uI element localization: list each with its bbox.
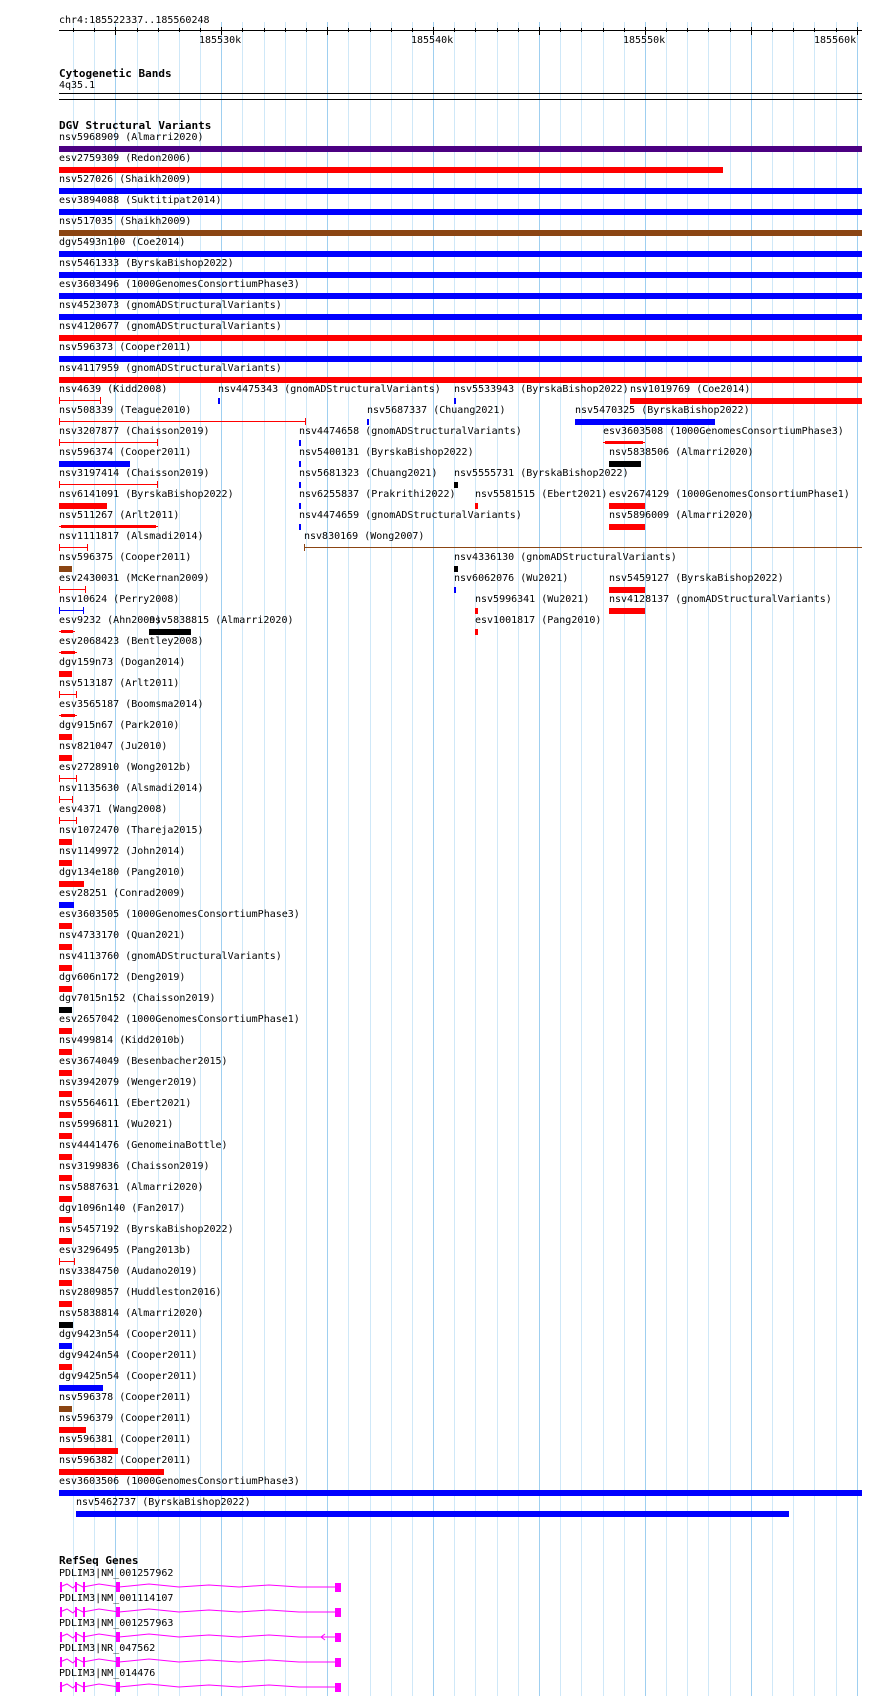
gene-exon <box>75 1632 77 1642</box>
variant-line-end <box>76 775 77 782</box>
variant-bar[interactable] <box>61 651 75 654</box>
variant-line-end <box>85 586 86 593</box>
variant-bar[interactable] <box>59 1490 862 1496</box>
gene-label[interactable]: PDLIM3|NM_001114107 <box>59 1593 174 1604</box>
variant-bar[interactable] <box>59 230 862 236</box>
variant-label[interactable]: nsv596375 (Cooper2011) <box>59 552 192 563</box>
variant-bar[interactable] <box>59 1091 72 1097</box>
variant-bar[interactable] <box>59 1343 72 1349</box>
ruler-tick <box>603 28 604 32</box>
variant-bar[interactable] <box>59 986 72 992</box>
variant-label[interactable]: esv2728910 (Wong2012b) <box>59 762 192 773</box>
gene-exon <box>60 1657 62 1667</box>
gene-exon <box>116 1632 120 1642</box>
variant-label[interactable]: esv3603508 (1000GenomesConsortiumPhase3) <box>603 426 844 437</box>
variant-label[interactable]: nsv4441476 (GenomeinaBottle) <box>59 1140 228 1151</box>
gene-exon <box>335 1683 341 1692</box>
variant-label[interactable]: esv2759309 (Redon2006) <box>59 153 192 164</box>
variant-bar[interactable] <box>59 1427 86 1433</box>
variant-label[interactable]: nsv5555731 (ByrskaBishop2022) <box>454 468 629 479</box>
variant-label[interactable]: nsv5996811 (Wu2021) <box>59 1119 174 1130</box>
variant-label[interactable]: nsv1072470 (Thareja2015) <box>59 825 204 836</box>
variant-label[interactable]: nsv5996341 (Wu2021) <box>475 594 590 605</box>
variant-bar[interactable] <box>59 1175 72 1181</box>
gene-exon <box>83 1582 85 1592</box>
variant-label[interactable]: esv3674049 (Besenbacher2015) <box>59 1056 228 1067</box>
variant-line-end <box>59 817 60 824</box>
variant-bar[interactable] <box>475 629 478 635</box>
variant-line[interactable] <box>304 547 862 548</box>
cytoband-label: 4q35.1 <box>59 80 96 91</box>
ruler-tick-label: 185560k <box>814 35 857 46</box>
variant-label[interactable]: nsv5887631 (Almarri2020) <box>59 1182 204 1193</box>
variant-bar[interactable] <box>59 503 107 509</box>
region-label: chr4:185522337..185560248 <box>59 15 210 26</box>
variant-bar[interactable] <box>59 314 862 320</box>
cytoband-line <box>59 99 862 100</box>
variant-line-end <box>87 544 88 551</box>
variant-label[interactable]: nsv517035 (Shaikh2009) <box>59 216 192 227</box>
variant-bar[interactable] <box>59 272 862 278</box>
variant-label[interactable]: nsv4475343 (gnomADStructuralVariants) <box>218 384 441 395</box>
variant-label[interactable]: nsv511267 (Arlt2011) <box>59 510 180 521</box>
variant-line-end <box>83 607 84 614</box>
variant-label[interactable]: nsv5838814 (Almarri2020) <box>59 1308 204 1319</box>
variant-label[interactable]: dgv1096n140 (Fan2017) <box>59 1203 186 1214</box>
variant-label[interactable]: nsv4336130 (gnomADStructuralVariants) <box>454 552 677 563</box>
variant-line-end <box>59 439 60 446</box>
gene-model[interactable] <box>59 1630 341 1644</box>
ruler-tick <box>518 28 519 32</box>
variant-label[interactable]: nsv3207877 (Chaisson2019) <box>59 426 210 437</box>
variant-bar[interactable] <box>454 566 458 572</box>
variant-label[interactable]: nsv4120677 (gnomADStructuralVariants) <box>59 321 282 332</box>
ruler-tick-label: 185530k <box>199 35 242 46</box>
variant-bar[interactable] <box>59 1028 72 1034</box>
variant-label[interactable]: nsv3384750 (Audano2019) <box>59 1266 198 1277</box>
ruler-tick <box>137 28 138 32</box>
variant-label[interactable]: nsv508339 (Teague2010) <box>59 405 192 416</box>
ruler-tick <box>645 27 646 35</box>
gene-label[interactable]: PDLIM3|NM_014476 <box>59 1668 156 1679</box>
variant-label[interactable]: esv3603496 (1000GenomesConsortiumPhase3) <box>59 279 300 290</box>
ruler-tick <box>412 28 413 32</box>
variant-label[interactable]: nsv5896009 (Almarri2020) <box>609 510 754 521</box>
ruler-tick <box>475 28 476 32</box>
ruler-tick <box>836 28 837 32</box>
variant-label[interactable]: nsv4639 (Kidd2008) <box>59 384 168 395</box>
variant-bar[interactable] <box>59 1154 72 1160</box>
variant-label[interactable]: nsv596381 (Cooper2011) <box>59 1434 192 1445</box>
variant-line-end <box>59 397 60 404</box>
variant-line[interactable] <box>59 778 77 779</box>
variant-label[interactable]: esv28251 (Conrad2009) <box>59 888 186 899</box>
variant-bar[interactable] <box>299 461 301 467</box>
variant-label[interactable]: nsv5581515 (Ebert2021) <box>475 489 608 500</box>
gene-exon <box>75 1607 77 1617</box>
gene-exon <box>335 1608 341 1617</box>
variant-line[interactable] <box>59 484 158 485</box>
ruler-tick <box>751 27 752 35</box>
variant-label[interactable]: nsv513187 (Arlt2011) <box>59 678 180 689</box>
variant-bar[interactable] <box>299 482 301 488</box>
variant-bar[interactable] <box>59 293 862 299</box>
gene-exon <box>335 1658 341 1667</box>
variant-label[interactable]: nsv3197414 (Chaisson2019) <box>59 468 210 479</box>
variant-bar[interactable] <box>299 440 301 446</box>
variant-bar[interactable] <box>475 503 478 509</box>
variant-bar[interactable] <box>59 1406 72 1412</box>
variant-bar[interactable] <box>299 503 301 509</box>
gene-exon <box>75 1582 77 1592</box>
variant-line-end <box>157 439 158 446</box>
ruler-tick <box>857 27 858 35</box>
variant-label[interactable]: nsv5687337 (Chuang2021) <box>367 405 506 416</box>
gene-model[interactable] <box>59 1605 341 1619</box>
variant-bar[interactable] <box>59 1448 118 1454</box>
variant-label[interactable]: nsv5564611 (Ebert2021) <box>59 1098 192 1109</box>
gene-exon <box>83 1657 85 1667</box>
variant-label[interactable]: dgv9425n54 (Cooper2011) <box>59 1371 198 1382</box>
variant-label[interactable]: dgv134e180 (Pang2010) <box>59 867 186 878</box>
ruler-tick <box>772 28 773 32</box>
variant-line-end <box>59 691 60 698</box>
ruler-tick <box>391 28 392 32</box>
variant-bar[interactable] <box>59 944 72 950</box>
variant-bar[interactable] <box>59 1112 72 1118</box>
ruler-tick <box>497 28 498 32</box>
variant-bar[interactable] <box>61 714 75 717</box>
variant-label[interactable]: nsv10624 (Perry2008) <box>59 594 180 605</box>
variant-label[interactable]: esv1001817 (Pang2010) <box>475 615 602 626</box>
variant-bar[interactable] <box>61 525 156 528</box>
variant-label[interactable]: nsv5462737 (ByrskaBishop2022) <box>76 1497 251 1508</box>
ruler-tick <box>115 27 116 35</box>
ruler-tick <box>94 28 95 32</box>
gene-exon <box>75 1682 77 1692</box>
ruler-tick <box>793 28 794 32</box>
variant-bar[interactable] <box>59 965 72 971</box>
refseq-track-title: RefSeq Genes <box>59 1554 139 1567</box>
variant-label[interactable]: nsv5968909 (Almarri2020) <box>59 132 204 143</box>
variant-line-end <box>100 397 101 404</box>
ruler-tick <box>370 28 371 32</box>
variant-label[interactable]: nsv1135630 (Alsmadi2014) <box>59 783 204 794</box>
variant-label[interactable]: esv3565187 (Boomsma2014) <box>59 699 204 710</box>
variant-label[interactable]: nsv596374 (Cooper2011) <box>59 447 192 458</box>
variant-label[interactable]: esv2068423 (Bentley2008) <box>59 636 204 647</box>
variant-line[interactable] <box>59 610 84 611</box>
variant-label[interactable]: nsv4523073 (gnomADStructuralVariants) <box>59 300 282 311</box>
gene-exon <box>116 1657 120 1667</box>
variant-bar[interactable] <box>59 167 723 173</box>
ruler-tick <box>306 28 307 32</box>
variant-label[interactable]: nsv4733170 (Quan2021) <box>59 930 186 941</box>
ruler-tick <box>454 28 455 32</box>
variant-bar[interactable] <box>59 1280 72 1286</box>
variant-bar[interactable] <box>59 1385 103 1391</box>
variant-bar[interactable] <box>59 1322 73 1328</box>
variant-bar[interactable] <box>59 755 72 761</box>
variant-line[interactable] <box>59 799 73 800</box>
variant-line-end <box>59 607 60 614</box>
variant-bar[interactable] <box>59 902 74 908</box>
variant-label[interactable]: nsv4474659 (gnomADStructuralVariants) <box>299 510 522 521</box>
variant-bar[interactable] <box>367 419 369 425</box>
ruler-tick <box>666 28 667 32</box>
variant-line[interactable] <box>59 547 88 548</box>
variant-line-end <box>59 796 60 803</box>
variant-line-end <box>76 817 77 824</box>
variant-label[interactable]: nsv596382 (Cooper2011) <box>59 1455 192 1466</box>
gene-exon <box>335 1633 341 1642</box>
gene-label[interactable]: PDLIM3|NM_001257963 <box>59 1618 174 1629</box>
variant-line-end <box>59 418 60 425</box>
variant-line-end <box>305 418 306 425</box>
variant-bar[interactable] <box>59 923 72 929</box>
ruler-tick <box>433 27 434 35</box>
variant-bar[interactable] <box>59 1217 72 1223</box>
variant-line-end <box>59 481 60 488</box>
variant-label[interactable]: nsv5459127 (ByrskaBishop2022) <box>609 573 784 584</box>
variant-label[interactable]: esv3603506 (1000GenomesConsortiumPhase3) <box>59 1476 300 1487</box>
variant-bar[interactable] <box>59 1049 72 1055</box>
variant-bar[interactable] <box>59 1196 72 1202</box>
ruler-tick-label: 185540k <box>411 35 454 46</box>
variant-bar[interactable] <box>59 335 862 341</box>
ruler-tick <box>221 27 222 35</box>
variant-line-end <box>72 796 73 803</box>
variant-label[interactable]: nsv5400131 (ByrskaBishop2022) <box>299 447 474 458</box>
ruler-tick-label: 185550k <box>623 35 666 46</box>
variant-label[interactable]: dgv9424n54 (Cooper2011) <box>59 1350 198 1361</box>
gene-label[interactable]: PDLIM3|NR_047562 <box>59 1643 156 1654</box>
gene-label[interactable]: PDLIM3|NM_001257962 <box>59 1568 174 1579</box>
ruler-tick <box>539 27 540 35</box>
variant-line-end <box>59 775 60 782</box>
variant-bar[interactable] <box>609 587 645 593</box>
gene-exon <box>60 1607 62 1617</box>
variant-bar[interactable] <box>59 209 862 215</box>
variant-bar[interactable] <box>454 398 456 404</box>
variant-label[interactable]: nsv1149972 (John2014) <box>59 846 186 857</box>
variant-bar[interactable] <box>59 860 72 866</box>
variant-label[interactable]: nsv6141091 (ByrskaBishop2022) <box>59 489 234 500</box>
variant-label[interactable]: nsv5470325 (ByrskaBishop2022) <box>575 405 750 416</box>
variant-label[interactable]: nsv5461333 (ByrskaBishop2022) <box>59 258 234 269</box>
gene-exon <box>60 1632 62 1642</box>
variant-line-end <box>76 691 77 698</box>
variant-bar[interactable] <box>59 251 862 257</box>
ruler-tick <box>730 28 731 32</box>
ruler-tick <box>708 28 709 32</box>
gene-exon <box>83 1682 85 1692</box>
variant-label[interactable]: nsv596378 (Cooper2011) <box>59 1392 192 1403</box>
variant-bar[interactable] <box>605 441 643 444</box>
variant-bar[interactable] <box>299 524 301 530</box>
variant-label[interactable]: nsv5838506 (Almarri2020) <box>609 447 754 458</box>
variant-label[interactable]: nsv4113760 (gnomADStructuralVariants) <box>59 951 282 962</box>
variant-label[interactable]: nsv596373 (Cooper2011) <box>59 342 192 353</box>
variant-label[interactable]: dgv915n67 (Park2010) <box>59 720 180 731</box>
gene-model[interactable] <box>59 1580 341 1594</box>
variant-bar[interactable] <box>59 1238 72 1244</box>
variant-label[interactable]: nsv5681323 (Chuang2021) <box>299 468 438 479</box>
variant-label[interactable]: nsv4117959 (gnomADStructuralVariants) <box>59 363 282 374</box>
variant-label[interactable]: dgv9423n54 (Cooper2011) <box>59 1329 198 1340</box>
ruler-tick <box>264 28 265 32</box>
variant-bar[interactable] <box>59 1364 72 1370</box>
variant-line-end <box>59 1258 60 1265</box>
ruler-tick <box>687 28 688 32</box>
variant-label[interactable]: nsv1111817 (Alsmadi2014) <box>59 531 204 542</box>
variant-label[interactable]: nsv830169 (Wong2007) <box>304 531 425 542</box>
variant-label[interactable]: nsv4128137 (gnomADStructuralVariants) <box>609 594 832 605</box>
variant-label[interactable]: nsv6062076 (Wu2021) <box>454 573 569 584</box>
variant-bar[interactable] <box>609 608 645 614</box>
variant-bar[interactable] <box>59 1133 72 1139</box>
variant-bar[interactable] <box>630 398 862 404</box>
variant-label[interactable]: esv3296495 (Pang2013b) <box>59 1245 192 1256</box>
variant-bar[interactable] <box>59 377 862 383</box>
gene-exon <box>116 1582 120 1592</box>
variant-bar[interactable] <box>59 356 862 362</box>
ruler-tick <box>200 28 201 32</box>
variant-bar[interactable] <box>59 461 130 467</box>
variant-line[interactable] <box>59 442 158 443</box>
variant-line-end <box>157 481 158 488</box>
ruler-tick <box>624 28 625 32</box>
variant-label[interactable]: nsv5457192 (ByrskaBishop2022) <box>59 1224 234 1235</box>
variant-label[interactable]: nsv5838815 (Almarri2020) <box>149 615 294 626</box>
variant-label[interactable]: esv9232 (Ahn2009) <box>59 615 162 626</box>
variant-label[interactable]: nsv821047 (Ju2010) <box>59 741 168 752</box>
variant-label[interactable]: nsv4474658 (gnomADStructuralVariants) <box>299 426 522 437</box>
variant-line-end <box>304 544 305 551</box>
gene-exon <box>83 1632 85 1642</box>
variant-bar[interactable] <box>149 629 191 635</box>
gene-model[interactable] <box>59 1655 341 1669</box>
ruler-tick <box>581 28 582 32</box>
variant-line-end <box>59 544 60 551</box>
variant-bar[interactable] <box>59 1007 72 1013</box>
variant-bar[interactable] <box>59 671 72 677</box>
ruler-tick <box>327 27 328 35</box>
ruler-tick <box>242 28 243 32</box>
cytoband-track-title: Cytogenetic Bands <box>59 67 172 80</box>
variant-label[interactable]: nsv3942079 (Wenger2019) <box>59 1077 198 1088</box>
variant-line-end <box>74 1258 75 1265</box>
variant-bar[interactable] <box>61 630 73 633</box>
variant-label[interactable]: dgv159n73 (Dogan2014) <box>59 657 186 668</box>
variant-bar[interactable] <box>609 524 645 530</box>
variant-label[interactable]: esv4371 (Wang2008) <box>59 804 168 815</box>
variant-bar[interactable] <box>218 398 220 404</box>
variant-label[interactable]: esv2657042 (1000GenomesConsortiumPhase1) <box>59 1014 300 1025</box>
variant-label[interactable]: dgv606n172 (Deng2019) <box>59 972 186 983</box>
cytoband-line <box>59 93 862 94</box>
ruler-tick <box>560 28 561 32</box>
variant-bar[interactable] <box>76 1511 789 1517</box>
ruler-tick <box>73 28 74 32</box>
variant-label[interactable]: esv3603505 (1000GenomesConsortiumPhase3) <box>59 909 300 920</box>
variant-bar[interactable] <box>609 503 645 509</box>
variant-bar[interactable] <box>59 881 84 887</box>
dgv-track-title: DGV Structural Variants <box>59 119 212 132</box>
gene-exon <box>83 1607 85 1617</box>
variant-line[interactable] <box>59 694 77 695</box>
variant-bar[interactable] <box>59 734 72 740</box>
variant-bar[interactable] <box>59 1070 72 1076</box>
variant-bar[interactable] <box>454 482 458 488</box>
variant-line[interactable] <box>59 1261 75 1262</box>
variant-bar[interactable] <box>475 608 478 614</box>
variant-line[interactable] <box>59 421 306 422</box>
ruler-tick <box>348 28 349 32</box>
gene-exon <box>60 1682 62 1692</box>
variant-bar[interactable] <box>59 146 862 152</box>
variant-label[interactable]: nsv3199836 (Chaisson2019) <box>59 1161 210 1172</box>
variant-bar[interactable] <box>59 566 72 572</box>
variant-label[interactable]: esv3894088 (Suktitipat2014) <box>59 195 222 206</box>
gene-model[interactable] <box>59 1680 341 1694</box>
gene-exon <box>60 1582 62 1592</box>
ruler-tick <box>814 28 815 32</box>
variant-label[interactable]: nsv6255837 (Prakrithi2022) <box>299 489 456 500</box>
gene-exon <box>75 1657 77 1667</box>
variant-label[interactable]: dgv5493n100 (Coe2014) <box>59 237 186 248</box>
variant-bar[interactable] <box>59 1301 72 1307</box>
variant-bar[interactable] <box>609 461 641 467</box>
variant-bar[interactable] <box>59 1469 164 1475</box>
variant-bar[interactable] <box>575 419 715 425</box>
variant-label[interactable]: nsv1019769 (Coe2014) <box>630 384 751 395</box>
ruler-tick <box>158 28 159 32</box>
variant-label[interactable]: dgv7015n152 (Chaisson2019) <box>59 993 216 1004</box>
variant-line[interactable] <box>59 820 77 821</box>
gene-exon <box>116 1607 120 1617</box>
variant-label[interactable]: nsv2809857 (Huddleston2016) <box>59 1287 222 1298</box>
variant-label[interactable]: esv2674129 (1000GenomesConsortiumPhase1) <box>609 489 850 500</box>
variant-bar[interactable] <box>59 839 72 845</box>
ruler-tick <box>285 28 286 32</box>
variant-bar[interactable] <box>454 587 456 593</box>
ruler-tick <box>179 28 180 32</box>
variant-line[interactable] <box>59 589 86 590</box>
variant-label[interactable]: esv2430031 (McKernan2009) <box>59 573 210 584</box>
variant-label[interactable]: nsv527026 (Shaikh2009) <box>59 174 192 185</box>
gene-exon <box>335 1583 341 1592</box>
variant-label[interactable]: nsv499814 (Kidd2010b) <box>59 1035 186 1046</box>
variant-label[interactable]: nsv5533943 (ByrskaBishop2022) <box>454 384 629 395</box>
variant-line[interactable] <box>59 400 101 401</box>
variant-label[interactable]: nsv596379 (Cooper2011) <box>59 1413 192 1424</box>
gene-exon <box>116 1682 120 1692</box>
variant-bar[interactable] <box>59 188 862 194</box>
variant-line-end <box>59 586 60 593</box>
